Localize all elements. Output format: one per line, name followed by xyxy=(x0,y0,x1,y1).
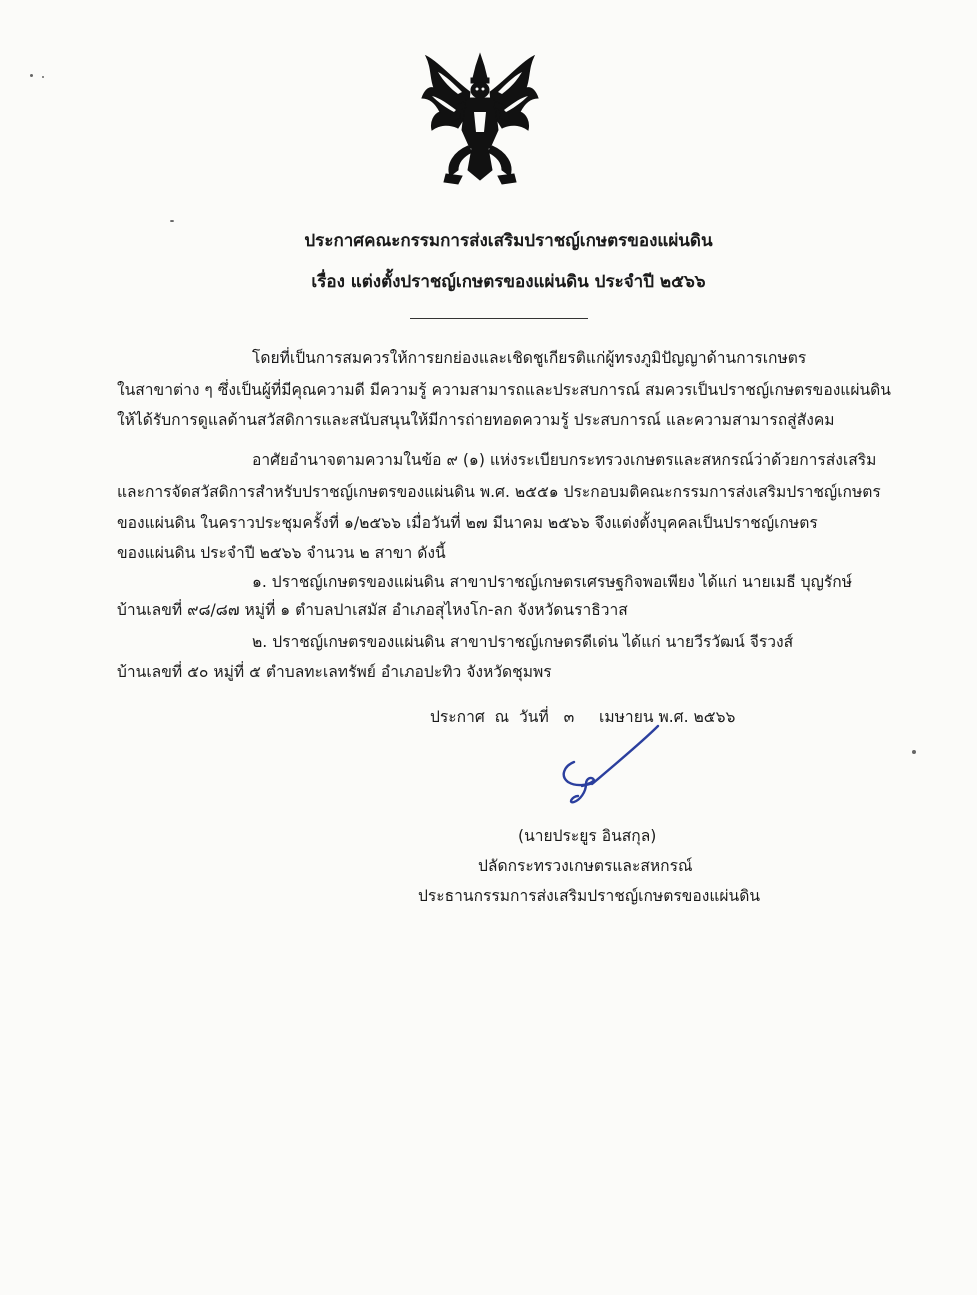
signer-position: ปลัดกระทรวงเกษตรและสหกรณ์ xyxy=(478,857,693,875)
announcement-subject: เรื่อง แต่งตั้งปราชญ์เกษตรของแผ่นดิน ประจำปี ๒๕๖๖ xyxy=(311,272,706,292)
paragraph-2-line: และการจัดสวัสดิการสำหรับปราชญ์เกษตรของแผ่นดิน พ.ศ. ๒๕๕๑ ประกอบมติคณะกรรมการส่งเสริมปราชญ์เกษตร xyxy=(117,483,881,501)
scan-speck xyxy=(42,76,44,78)
scan-speck xyxy=(912,750,916,754)
appointment-item-1: ๑. ปราชญ์เกษตรของแผ่นดิน สาขาปราชญ์เกษตรเศรษฐกิจพอเพียง ได้แก่ นายเมธี บุญรักษ์ xyxy=(252,573,853,591)
paragraph-2-line: ของแผ่นดิน ประจำปี ๒๕๖๖ จำนวน ๒ สาขา ดังนี้ xyxy=(117,544,446,562)
garuda-emblem-icon xyxy=(418,52,542,187)
appointment-item-2: ๒. ปราชญ์เกษตรของแผ่นดิน สาขาปราชญ์เกษตรดีเด่น ได้แก่ นายวีรวัฒน์ จีรวงส์ xyxy=(252,633,794,651)
announcement-date: ประกาศ ณ วันที่ ๓ เมษายน พ.ศ. ๒๕๖๖ xyxy=(430,708,736,726)
paragraph-2-line: อาศัยอำนาจตามความในข้อ ๙ (๑) แห่งระเบียบกระทรวงเกษตรและสหกรณ์ว่าด้วยการส่งเสริม xyxy=(252,451,877,469)
appointment-item-1-address: บ้านเลขที่ ๙๘/๘๗ หมู่ที่ ๑ ตำบลปาเสมัส อำเภอสุไหงโก-ลก จังหวัดนราธิวาส xyxy=(117,601,628,619)
scan-speck xyxy=(170,220,174,222)
appointment-item-2-address: บ้านเลขที่ ๕๐ หมู่ที่ ๕ ตำบลทะเลทรัพย์ อำเภอปะทิว จังหวัดชุมพร xyxy=(117,663,552,681)
signer-committee-position: ประธานกรรมการส่งเสริมปราชญ์เกษตรของแผ่นดิน xyxy=(418,887,760,905)
scan-speck xyxy=(30,74,33,77)
paragraph-1-line: โดยที่เป็นการสมควรให้การยกย่องและเชิดชูเกียรติแก่ผู้ทรงภูมิปัญญาด้านการเกษตร xyxy=(252,349,807,367)
paragraph-2-line: ของแผ่นดิน ในคราวประชุมครั้งที่ ๑/๒๕๖๖ เมื่อวันที่ ๒๗ มีนาคม ๒๕๖๖ จึงแต่งตั้งบุคคลเป็นปราชญ์เกษตร xyxy=(117,514,818,532)
announcement-title: ประกาศคณะกรรมการส่งเสริมปราชญ์เกษตรของแผ่นดิน xyxy=(304,231,713,251)
title-divider xyxy=(410,318,588,319)
paragraph-1-line: ในสาขาต่าง ๆ ซึ่งเป็นผู้ที่มีคุณความดี มีความรู้ ความสามารถและประสบการณ์ สมควรเป็นปราชญ์เกษตรของแผ่นดิน xyxy=(117,381,891,399)
handwritten-signature-icon xyxy=(552,722,664,812)
signer-name: (นายประยูร อินสกุล) xyxy=(518,827,657,845)
paragraph-1-line: ให้ได้รับการดูแลด้านสวัสดิการและสนับสนุนให้มีการถ่ายทอดความรู้ ประสบการณ์ และความสามารถสู่สังคม xyxy=(117,411,835,429)
